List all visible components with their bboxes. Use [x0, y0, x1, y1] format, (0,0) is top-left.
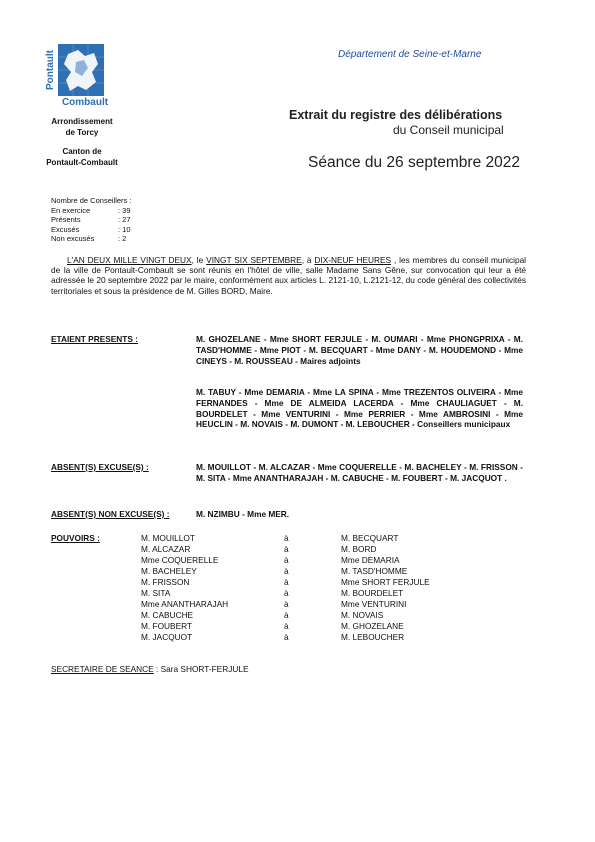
- presents-label: ETAIENT PRESENTS :: [51, 334, 138, 344]
- arrondissement-label: [44, 116, 120, 138]
- non-excuses-list: M. NZIMBU - Mme MER.: [196, 509, 290, 519]
- pouvoir-row: M. SITA à M. BOURDELET: [141, 588, 404, 598]
- counts-heading: Nombre de Conseillers :: [51, 196, 132, 205]
- pouvoir-row: M. FRISSON à Mme SHORT FERJULE: [141, 577, 430, 587]
- city-logo-map-icon: [58, 44, 104, 96]
- intro-paragraph: L'AN DEUX MILLE VINGT DEUX, le VINGT SIX SEPTEMBRE, à DIX-NEUF HEURES , les membres du conseil municipal de la ville de Pontault-Combault se sont réunis en l'hôtel de ville, salle Madame Sans Gêne, sur convocation qui leur a été adressée le 20 septembre 2022 par le maire, conformément aux articles L. 2121-10, L.2121-12, du code général des collectivités territoriales et sous la présidence de M. Gilles BORD, Maire.: [51, 255, 527, 296]
- excuses-label: ABSENT(S) EXCUSE(S) :: [51, 462, 149, 472]
- department-name: Département de Seine-et-Marne: [338, 49, 482, 60]
- pouvoir-row: M. FOUBERT à M. GHOZELANE: [141, 621, 404, 631]
- pouvoir-row: M. CABUCHE à M. NOVAIS: [141, 610, 384, 620]
- seance-date: Séance du 26 septembre 2022: [308, 154, 520, 171]
- canton-line: Canton de: [62, 147, 102, 156]
- logo-bottom-text: Combault: [61, 97, 109, 108]
- count-row: En exercice : 39: [51, 205, 131, 215]
- pouvoir-row: M. ALCAZAR à M. BORD: [141, 544, 377, 554]
- document-subtitle: du Conseil municipal: [393, 123, 504, 137]
- presents-conseillers: M. TABUY - Mme DEMARIA - Mme LA SPINA - Mme TREZENTOS OLIVEIRA - Mme FERNANDES - Mme DE ALMEIDA LACERDA - Mme CHAULIAGUET - M. BOURDELET - Mme VENTURINI - Mme PERRIER - Mme AMBROSINI - Mme HEUCLIN - M. NOVAIS - M. DUMONT - M. LEBOUCHER - Conseillers municipaux: [196, 387, 523, 430]
- presents-adjoints: M. GHOZELANE - Mme SHORT FERJULE - M. OUMARI - Mme PHONGPRIXA - M. TASD'HOMME - Mme PIOT - M. BECQUART - Mme DANY - M. HOUDEMOND - Mme CINEYS - M. ROUSSEAU - Maires adjoints: [196, 334, 523, 366]
- secretaire-seance: SECRETAIRE DE SEANCE : Sara SHORT-FERJULE: [51, 664, 249, 674]
- pouvoirs-label: POUVOIRS :: [51, 533, 100, 543]
- arrondissement-line: de Torcy: [65, 128, 99, 137]
- document-title: Extrait du registre des délibérations: [289, 108, 503, 122]
- count-row: Excusés : 10: [51, 224, 131, 234]
- canton-line: Pontault-Combault: [46, 158, 118, 167]
- canton-label: [36, 146, 128, 168]
- count-row: Non excusés : 2: [51, 234, 127, 244]
- pouvoir-row: M. MOUILLOT à M. BECQUART: [141, 533, 399, 543]
- excuses-list: M. MOUILLOT - M. ALCAZAR - Mme COQUERELLE - M. BACHELEY - M. FRISSON - M. SITA - Mme ANANTHARAJAH - M. CABUCHE - M. FOUBERT - M. JACQUOT .: [196, 462, 523, 483]
- councillor-counts: [51, 196, 131, 244]
- count-row: Présents : 27: [51, 215, 131, 225]
- arrondissement-line: Arrondissement: [51, 117, 113, 126]
- pouvoirs-table: [51, 533, 531, 648]
- non-excuses-label: ABSENT(S) NON EXCUSE(S) :: [51, 509, 170, 519]
- pouvoir-row: M. BACHELEY à M. TASD'HOMME: [141, 566, 408, 576]
- pouvoir-row: M. JACQUOT à M. LEBOUCHER: [141, 632, 405, 642]
- pouvoir-row: Mme ANANTHARAJAH à Mme VENTURINI: [141, 599, 407, 609]
- pouvoir-row: Mme COQUERELLE à Mme DEMARIA: [141, 555, 400, 565]
- logo-vertical-text: Pontault: [45, 50, 56, 90]
